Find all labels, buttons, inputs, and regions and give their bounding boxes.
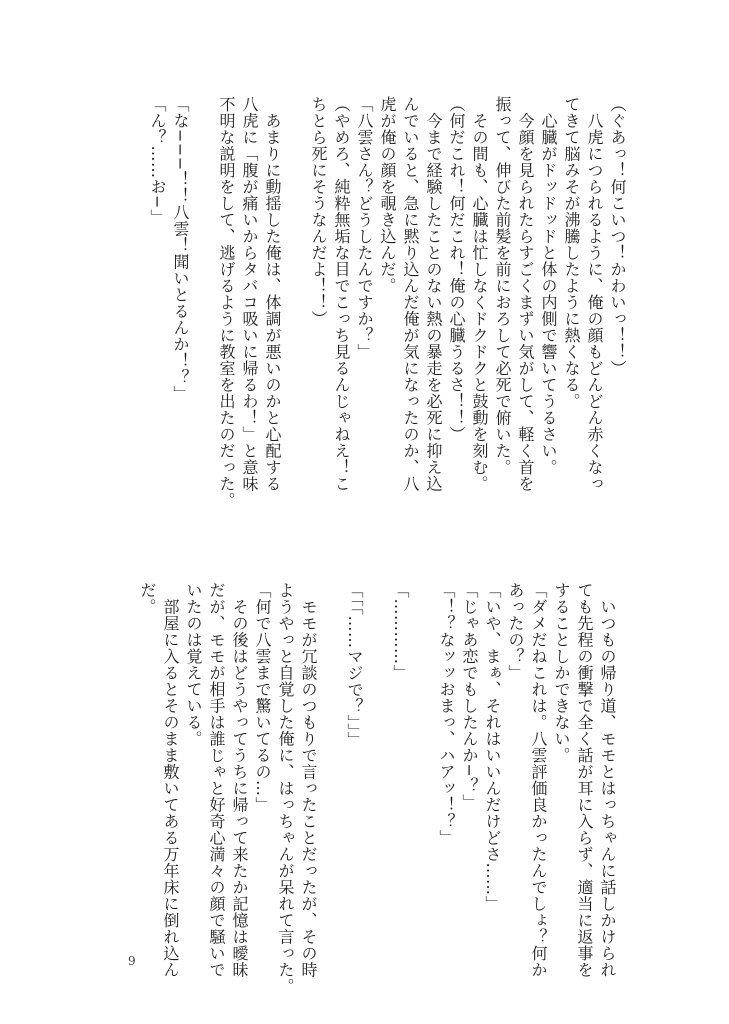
text-line: いたのは覚えている。 <box>184 582 203 747</box>
text-line: 「！？なッッおまっ、ハアッ！？」 <box>437 582 456 846</box>
text-line: ようやっと自覚した俺に、はっちゃんが呆れて言った。 <box>276 582 295 995</box>
text-line: いつもの帰り道、モモとはっちゃんに話しかけられ <box>598 582 617 978</box>
text-line: ても先程の衝撃で全く話が耳に入らず、適当に返事を <box>575 582 594 978</box>
text-line: その間も、心臓は忙しなくドクドクと鼓動を刻む。 <box>470 96 489 492</box>
blank-line <box>366 582 389 962</box>
page-number: 9 <box>128 954 136 968</box>
text-line: ちとら死にそうなんだよ！！） <box>309 96 328 327</box>
text-line: モモが冗談のつもりで言ったことだったが、その時 <box>299 582 318 978</box>
text-line: あまりに動揺した俺は、体調が悪いのかと心配する <box>263 96 282 492</box>
blank-line <box>412 582 435 962</box>
text-line: あったの？」 <box>506 582 525 681</box>
text-line: 不明な説明をして、逃げるように教室を出たのだった。 <box>217 96 236 509</box>
text-line: （やめろ、純粋無垢な目でこっち見るんじゃねえ！こ <box>332 96 351 492</box>
text-line: 八虎につられるように、俺の顔もどんどん赤くなっ <box>585 96 604 492</box>
text-line: 「ん？……お−」 <box>148 96 167 226</box>
text-line: 「何で八雲まで驚いてるの…」 <box>253 582 272 813</box>
text-line: その後はどうやってうちに帰って来たか記憶は曖昧 <box>230 582 249 978</box>
text-line: 八虎に「腹が痛いからタバコ吸いに帰るわ！」と意味 <box>240 96 259 492</box>
text-line: てきて脳みそが沸騰したように熱くなる。 <box>562 96 581 410</box>
text-line: （何だこれ！何だこれ！俺の心臓うるさ！！） <box>447 96 466 443</box>
text-line: 「「「……マジで？」」」 <box>345 582 364 748</box>
text-line: だが、モモが相手は誰じゃと好奇心満々の顔で騒いで <box>207 582 226 978</box>
text-line: 振って、伸びた前髪を前におろして必死で俯いた。 <box>493 96 512 476</box>
text-line: 「な−−−！！八雲！聞いとるんか！？」 <box>171 96 190 402</box>
text-line: 「ダメだねこれは。八雲評価良かったんでしょ？何か <box>529 582 548 978</box>
text-line: 「じゃあ恋でもしたんか−？」 <box>460 582 479 811</box>
text-line: 「いや、まぁ、それはいいんだけどさ……」 <box>483 582 502 912</box>
text-block-bottom <box>136 582 619 995</box>
blank-line <box>192 96 215 496</box>
text-line: 部屋に入るとそのまま敷いてある万年床に倒れ込ん <box>161 582 180 978</box>
text-line: することしかできない。 <box>552 582 571 764</box>
text-line: 今顔を見られたらすごくまずい気がして、軽く首を <box>516 96 535 492</box>
text-line: 心臓がドッドッドと体の内側で響いてうるさい。 <box>539 96 558 476</box>
text-line: 「八雲さん？どうしたんですか？」 <box>355 96 374 360</box>
blank-line <box>320 582 343 962</box>
text-line: 虎が俺の顔を覗き込んだ。 <box>378 96 397 294</box>
text-line: だ。 <box>138 582 157 615</box>
text-line: （ぐあっ！何こいつ！かわいっ！！） <box>608 96 627 377</box>
text-line: んでいると、急に黙り込んだ俺が気になったのか、八 <box>401 96 420 492</box>
blank-line <box>284 96 307 496</box>
text-block-top <box>146 96 629 509</box>
text-line: 今まで経験したことのない熱の暴走を必死に抑え込 <box>424 96 443 492</box>
text-line: 「…………」 <box>391 582 410 681</box>
